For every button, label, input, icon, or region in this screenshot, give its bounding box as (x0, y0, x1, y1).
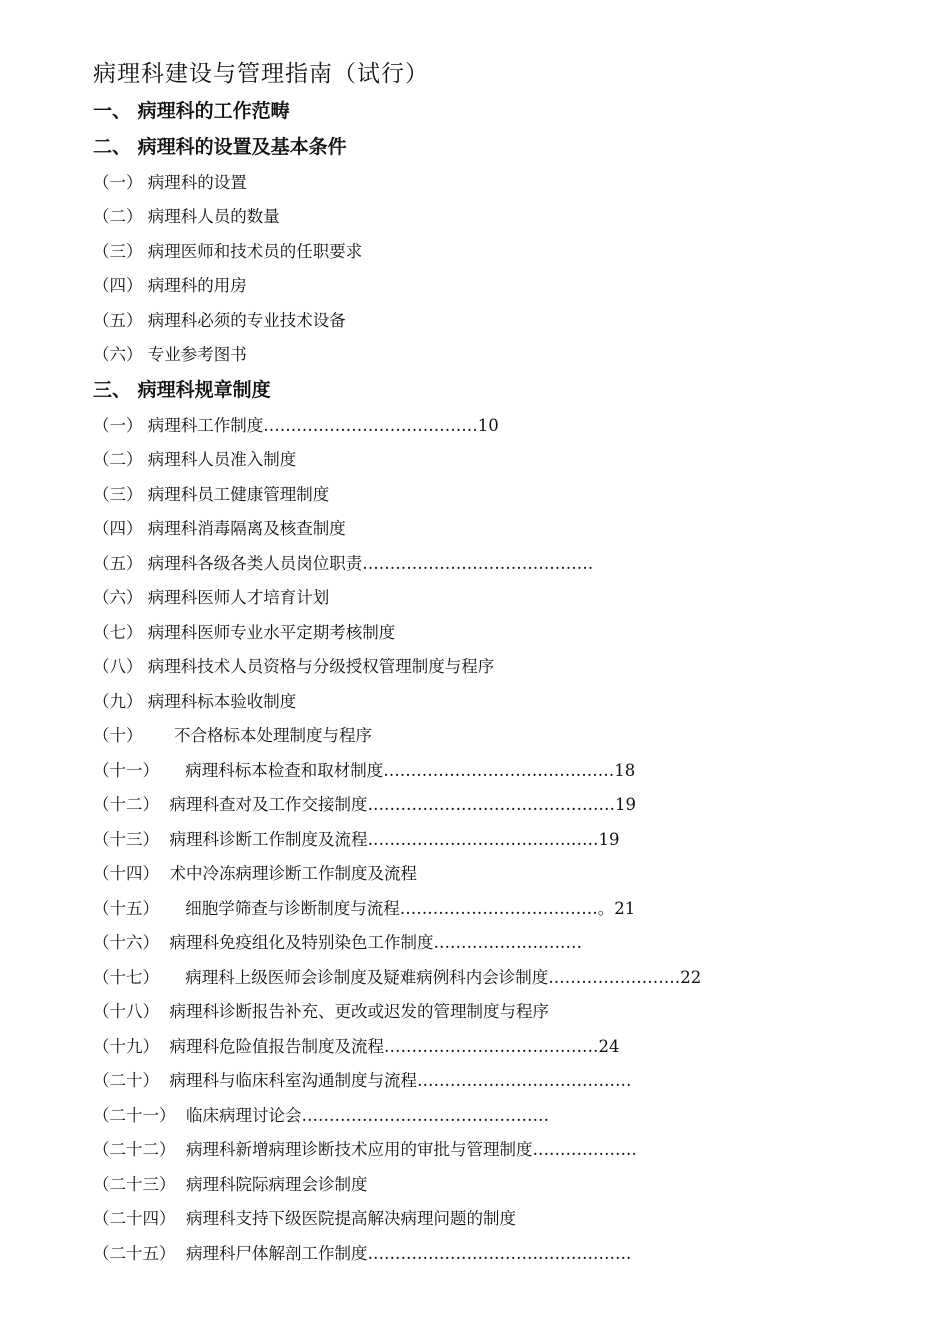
toc-item: （四） 病理科消毒隔离及核查制度 (93, 519, 346, 538)
toc-item: （十六） 病理科免疫组化及特别染色工作制度……………………… (93, 933, 582, 952)
toc-item: （三） 病理科员工健康管理制度 (93, 485, 330, 504)
toc-item: （十八） 病理科诊断报告补充、更改或迟发的管理制度与程序 (93, 1002, 549, 1021)
toc-item: （二十） 病理科与临床科室沟通制度与流程………………………………… (93, 1071, 632, 1090)
toc-item: （二） 病理科人员准入制度 (93, 450, 297, 469)
toc-item: （二十四） 病理科支持下级医院提高解决病理问题的制度 (93, 1209, 516, 1228)
toc-item: （一） 病理科工作制度…………………………………10 (93, 416, 499, 435)
toc-item: （九） 病理科标本验收制度 (93, 692, 297, 711)
section-heading-setup: 二、 病理科的设置及基本条件 (93, 136, 347, 158)
toc-item: （十五） 细胞学筛查与诊断制度与流程………………………………。21 (93, 899, 636, 918)
toc-item: （六） 病理科医师人才培育计划 (93, 588, 330, 607)
toc-item: （二十三） 病理科院际病理会诊制度 (93, 1175, 368, 1194)
toc-item: （十一） 病理科标本检查和取材制度……………………………………18 (93, 761, 636, 780)
toc-item: （五） 病理科必须的专业技术设备 (93, 311, 346, 330)
toc-item: （二十一） 临床病理讨论会……………………………………… (93, 1106, 549, 1125)
toc-item: （三） 病理医师和技术员的任职要求 (93, 242, 363, 261)
toc-item: （二） 病理科人员的数量 (93, 207, 280, 226)
toc-item: （十三） 病理科诊断工作制度及流程……………………………………19 (93, 830, 620, 849)
toc-item: （二十五） 病理科尸体解剖工作制度………………………………………… (93, 1244, 632, 1263)
toc-item: （二十二） 病理科新增病理诊断技术应用的审批与管理制度………………. (93, 1140, 637, 1159)
toc-item: （六） 专业参考图书 (93, 345, 247, 364)
toc-item: （十九） 病理科危险值报告制度及流程…………………………………24 (93, 1037, 620, 1056)
toc-item: （一） 病理科的设置 (93, 173, 247, 192)
section-heading-scope: 一、 病理科的工作范畴 (93, 100, 290, 122)
toc-item: （八） 病理科技术人员资格与分级授权管理制度与程序 (93, 657, 495, 676)
toc-item: （十七） 病理科上级医师会诊制度及疑难病例科内会诊制度……………………22 (93, 968, 702, 987)
section-heading-rules: 三、 病理科规章制度 (93, 379, 271, 401)
toc-item: （十） 不合格标本处理制度与程序 (93, 726, 372, 745)
page-title: 病理科建设与管理指南（试行） (93, 61, 429, 87)
toc-item: （十四） 术中冷冻病理诊断工作制度及流程 (93, 864, 417, 883)
toc-item: （七） 病理科医师专业水平定期考核制度 (93, 623, 396, 642)
toc-item: （十二） 病理科查对及工作交接制度………………………………………19 (93, 795, 636, 814)
toc-item: （五） 病理科各级各类人员岗位职责…………………………………… (93, 554, 594, 573)
toc-item: （四） 病理科的用房 (93, 276, 247, 295)
